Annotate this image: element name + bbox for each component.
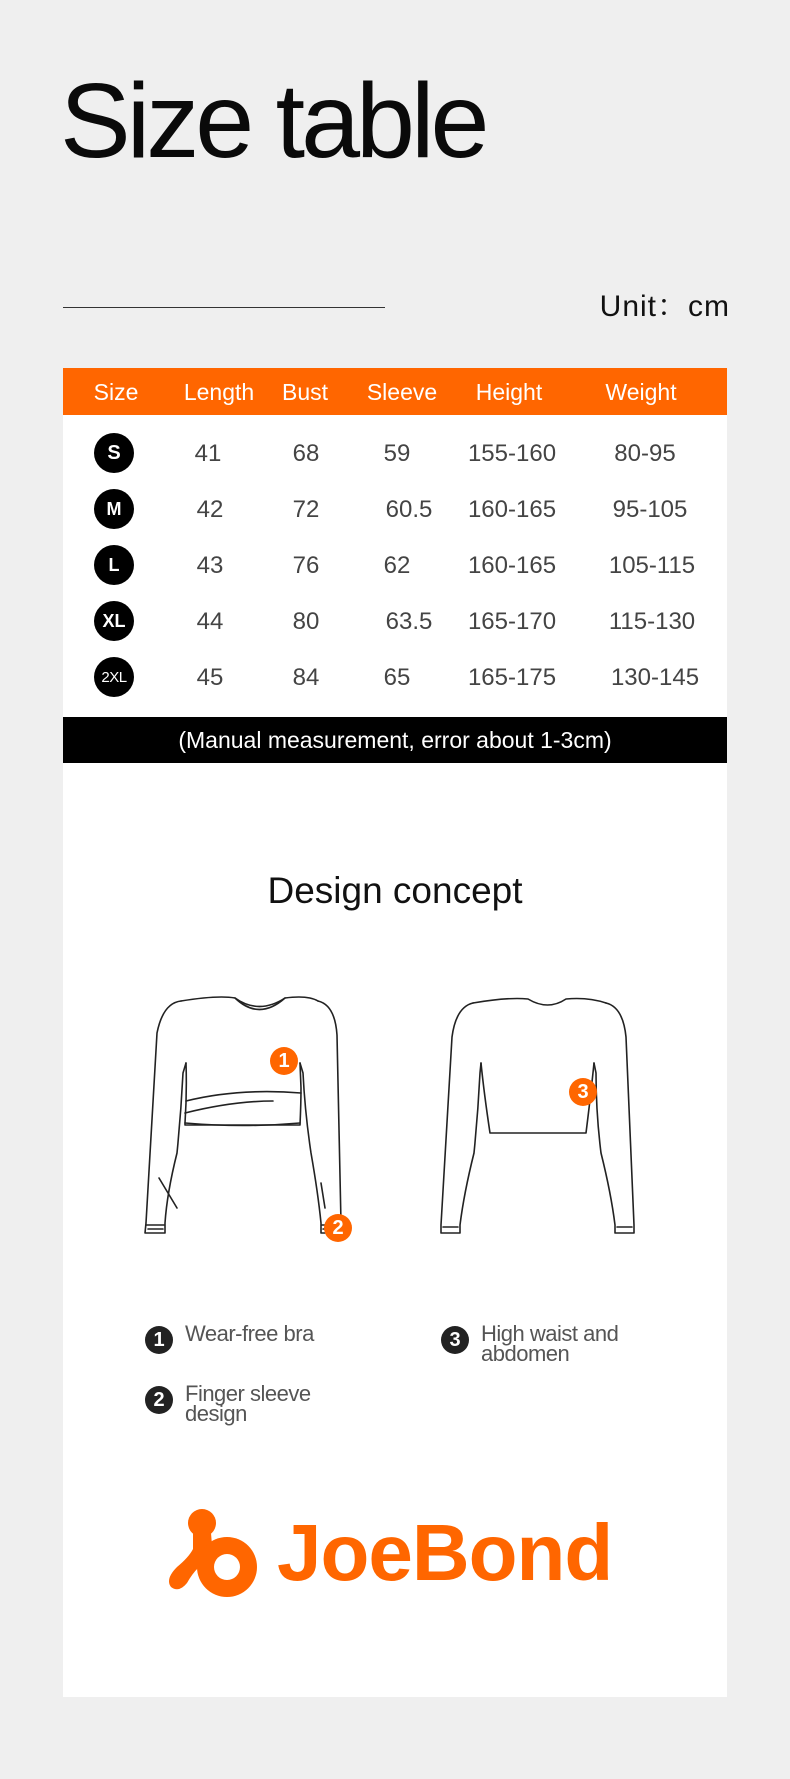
cell-bust: 80 [292, 608, 320, 635]
title-divider [63, 307, 385, 308]
legend-text [185, 1381, 311, 1426]
cell-weight: 105-115 [608, 552, 696, 579]
table-row [63, 593, 727, 649]
cell-length: 43 [196, 552, 224, 579]
measurement-note: (Manual measurement, error about 1-3cm) [63, 717, 727, 763]
feature-legend-item [145, 1321, 314, 1354]
header-height: Height [475, 379, 543, 405]
table-row [63, 537, 727, 593]
cell-height: 160-165 [467, 496, 557, 523]
cell-height: 165-175 [467, 664, 557, 691]
cell-weight: 130-145 [610, 664, 700, 691]
page-title: Size table [60, 62, 486, 180]
cell-sleeve: 62 [383, 552, 411, 579]
legend-number: 3 [441, 1326, 469, 1354]
cell-height: 165-170 [467, 608, 557, 635]
size-badge: M [94, 489, 134, 529]
cell-bust: 68 [292, 440, 320, 467]
legend-text [481, 1321, 619, 1366]
cell-bust: 84 [292, 664, 320, 691]
feature-legend-item [145, 1381, 311, 1426]
size-badge: S [94, 433, 134, 473]
legend-text [185, 1321, 314, 1346]
legend-number: 1 [145, 1326, 173, 1354]
design-concept-title: Design concept [267, 870, 523, 911]
size-badge: 2XL [94, 657, 134, 697]
cell-length: 44 [196, 608, 224, 635]
legend-number: 2 [145, 1386, 173, 1414]
header-size: Size [93, 379, 139, 405]
cell-length: 45 [196, 664, 224, 691]
size-badge: L [94, 545, 134, 585]
table-row [63, 425, 727, 481]
unit-label: Unit：cm [599, 290, 730, 323]
brand-mark-icon [167, 1505, 263, 1601]
garment-front-illustration [143, 993, 343, 1263]
size-badge: XL [94, 601, 134, 641]
legend-line: abdomen [481, 1341, 570, 1366]
table-row [63, 481, 727, 537]
legend-line: Wear-free bra [185, 1321, 314, 1346]
legend-line: design [185, 1401, 247, 1426]
legend-line: High waist and [481, 1321, 619, 1346]
content-card [63, 368, 727, 1697]
brand-logo [167, 1505, 612, 1601]
cell-height: 155-160 [467, 440, 557, 467]
marker-1: 1 [270, 1047, 298, 1075]
cell-length: 41 [194, 440, 222, 467]
cell-sleeve: 63.5 [385, 608, 433, 635]
header-bust: Bust [281, 379, 329, 405]
cell-length: 42 [196, 496, 224, 523]
header-sleeve: Sleeve [366, 379, 438, 405]
cell-height: 160-165 [467, 552, 557, 579]
garment-back-illustration [438, 993, 638, 1263]
header-weight: Weight [605, 379, 677, 405]
cell-sleeve: 59 [383, 440, 411, 467]
cell-bust: 72 [292, 496, 320, 523]
feature-legend-item [441, 1321, 619, 1366]
cell-weight: 80-95 [614, 440, 676, 467]
table-row [63, 649, 727, 705]
size-table-header [63, 368, 727, 415]
header-length: Length [183, 379, 255, 405]
cell-sleeve: 65 [383, 664, 411, 691]
cell-weight: 95-105 [612, 496, 688, 523]
brand-name: JoeBond [277, 1508, 613, 1597]
legend-line: Finger sleeve [185, 1381, 311, 1406]
cell-bust: 76 [292, 552, 320, 579]
marker-3: 3 [569, 1078, 597, 1106]
cell-weight: 115-130 [608, 608, 696, 635]
marker-2: 2 [324, 1214, 352, 1242]
cell-sleeve: 60.5 [385, 496, 433, 523]
